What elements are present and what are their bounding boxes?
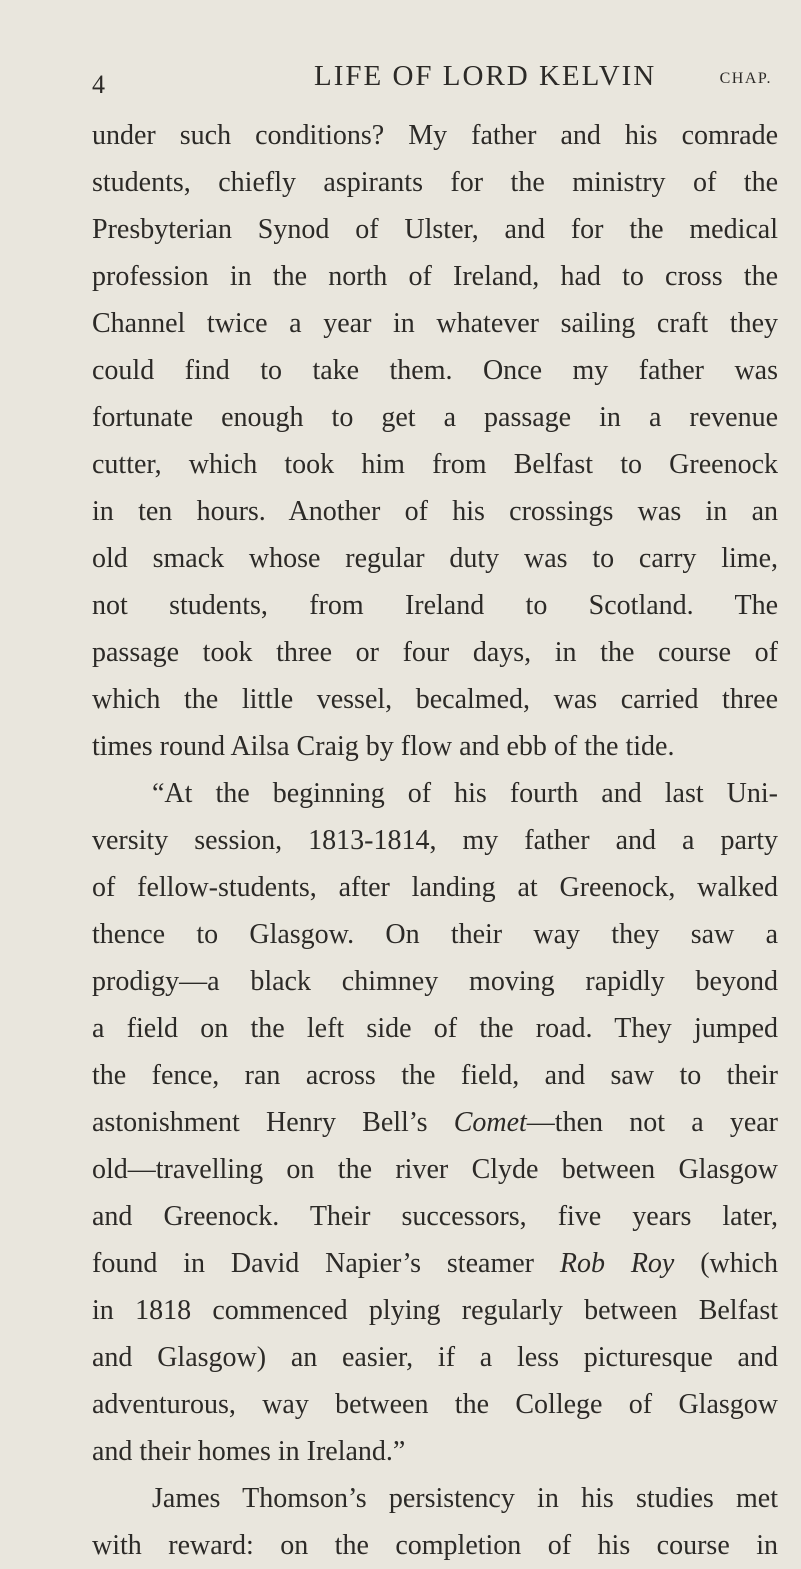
text-line: passage took three or four days, in the course of	[92, 637, 778, 668]
text-line: in 1818 commenced plying regularly between Belfast	[92, 1295, 778, 1326]
ship-name-rob-roy: Rob Roy	[559, 1248, 675, 1279]
text-line: cutter, which took him from Belfast to Greenock	[92, 449, 778, 480]
text-line: profession in the north of Ireland, had to cross the	[92, 261, 778, 292]
text-line: not students, from Ireland to Scotland. The	[92, 590, 778, 621]
text-run: (which	[674, 1248, 778, 1279]
text-line: which the little vessel, becalmed, was carried three	[92, 684, 778, 715]
text-line: a field on the left side of the road. They jumped	[92, 1013, 778, 1044]
text-line: and their homes in Ireland.”	[92, 1436, 406, 1467]
text-line: could find to take them. Once my father was	[92, 355, 778, 386]
text-line: and Glasgow) an easier, if a less picturesque and	[92, 1342, 778, 1373]
text-line: times round Ailsa Craig by flow and ebb of the tide.	[92, 731, 675, 762]
text-line: “At the beginning of his fourth and last Uni-	[152, 778, 778, 809]
text-line: adventurous, way between the College of Glasgow	[92, 1389, 778, 1420]
text-line: thence to Glasgow. On their way they saw a	[92, 919, 778, 950]
text-line: under such conditions? My father and his comrade	[92, 120, 778, 151]
text-line: Presbyterian Synod of Ulster, and for the medical	[92, 214, 778, 245]
text-line: in ten hours. Another of his crossings was in an	[92, 496, 778, 527]
ship-name-comet: Comet	[453, 1107, 527, 1138]
running-head	[92, 60, 778, 100]
text-line: students, chiefly aspirants for the ministry of the	[92, 167, 778, 198]
text-line: prodigy—a black chimney moving rapidly beyond	[92, 966, 778, 997]
page-number: 4	[92, 70, 106, 99]
text-line: James Thomson’s persistency in his studies met	[152, 1483, 778, 1514]
body-text	[92, 112, 778, 1569]
text-line: with reward: on the completion of his course in	[92, 1530, 778, 1561]
text-line: old smack whose regular duty was to carry lime,	[92, 543, 778, 574]
running-title: LIFE OF LORD KELVIN	[314, 60, 657, 92]
text-run: —then not a year	[526, 1107, 778, 1138]
text-line: of fellow-students, after landing at Greenock, walked	[92, 872, 778, 903]
text-line: versity session, 1813-1814, my father and a party	[92, 825, 778, 856]
text-line	[92, 1099, 778, 1146]
text-line: the fence, ran across the field, and saw to their	[92, 1060, 778, 1091]
text-line: and Greenock. Their successors, five years later,	[92, 1201, 778, 1232]
text-run: found in David Napier’s steamer	[92, 1248, 560, 1279]
text-line: Channel twice a year in whatever sailing craft they	[92, 308, 778, 339]
text-line	[92, 1240, 778, 1287]
text-line: fortunate enough to get a passage in a revenue	[92, 402, 778, 433]
text-line: old—travelling on the river Clyde between Glasgow	[92, 1154, 778, 1185]
chapter-label: CHAP.	[719, 70, 772, 87]
text-run: astonishment Henry Bell’s	[92, 1107, 454, 1138]
